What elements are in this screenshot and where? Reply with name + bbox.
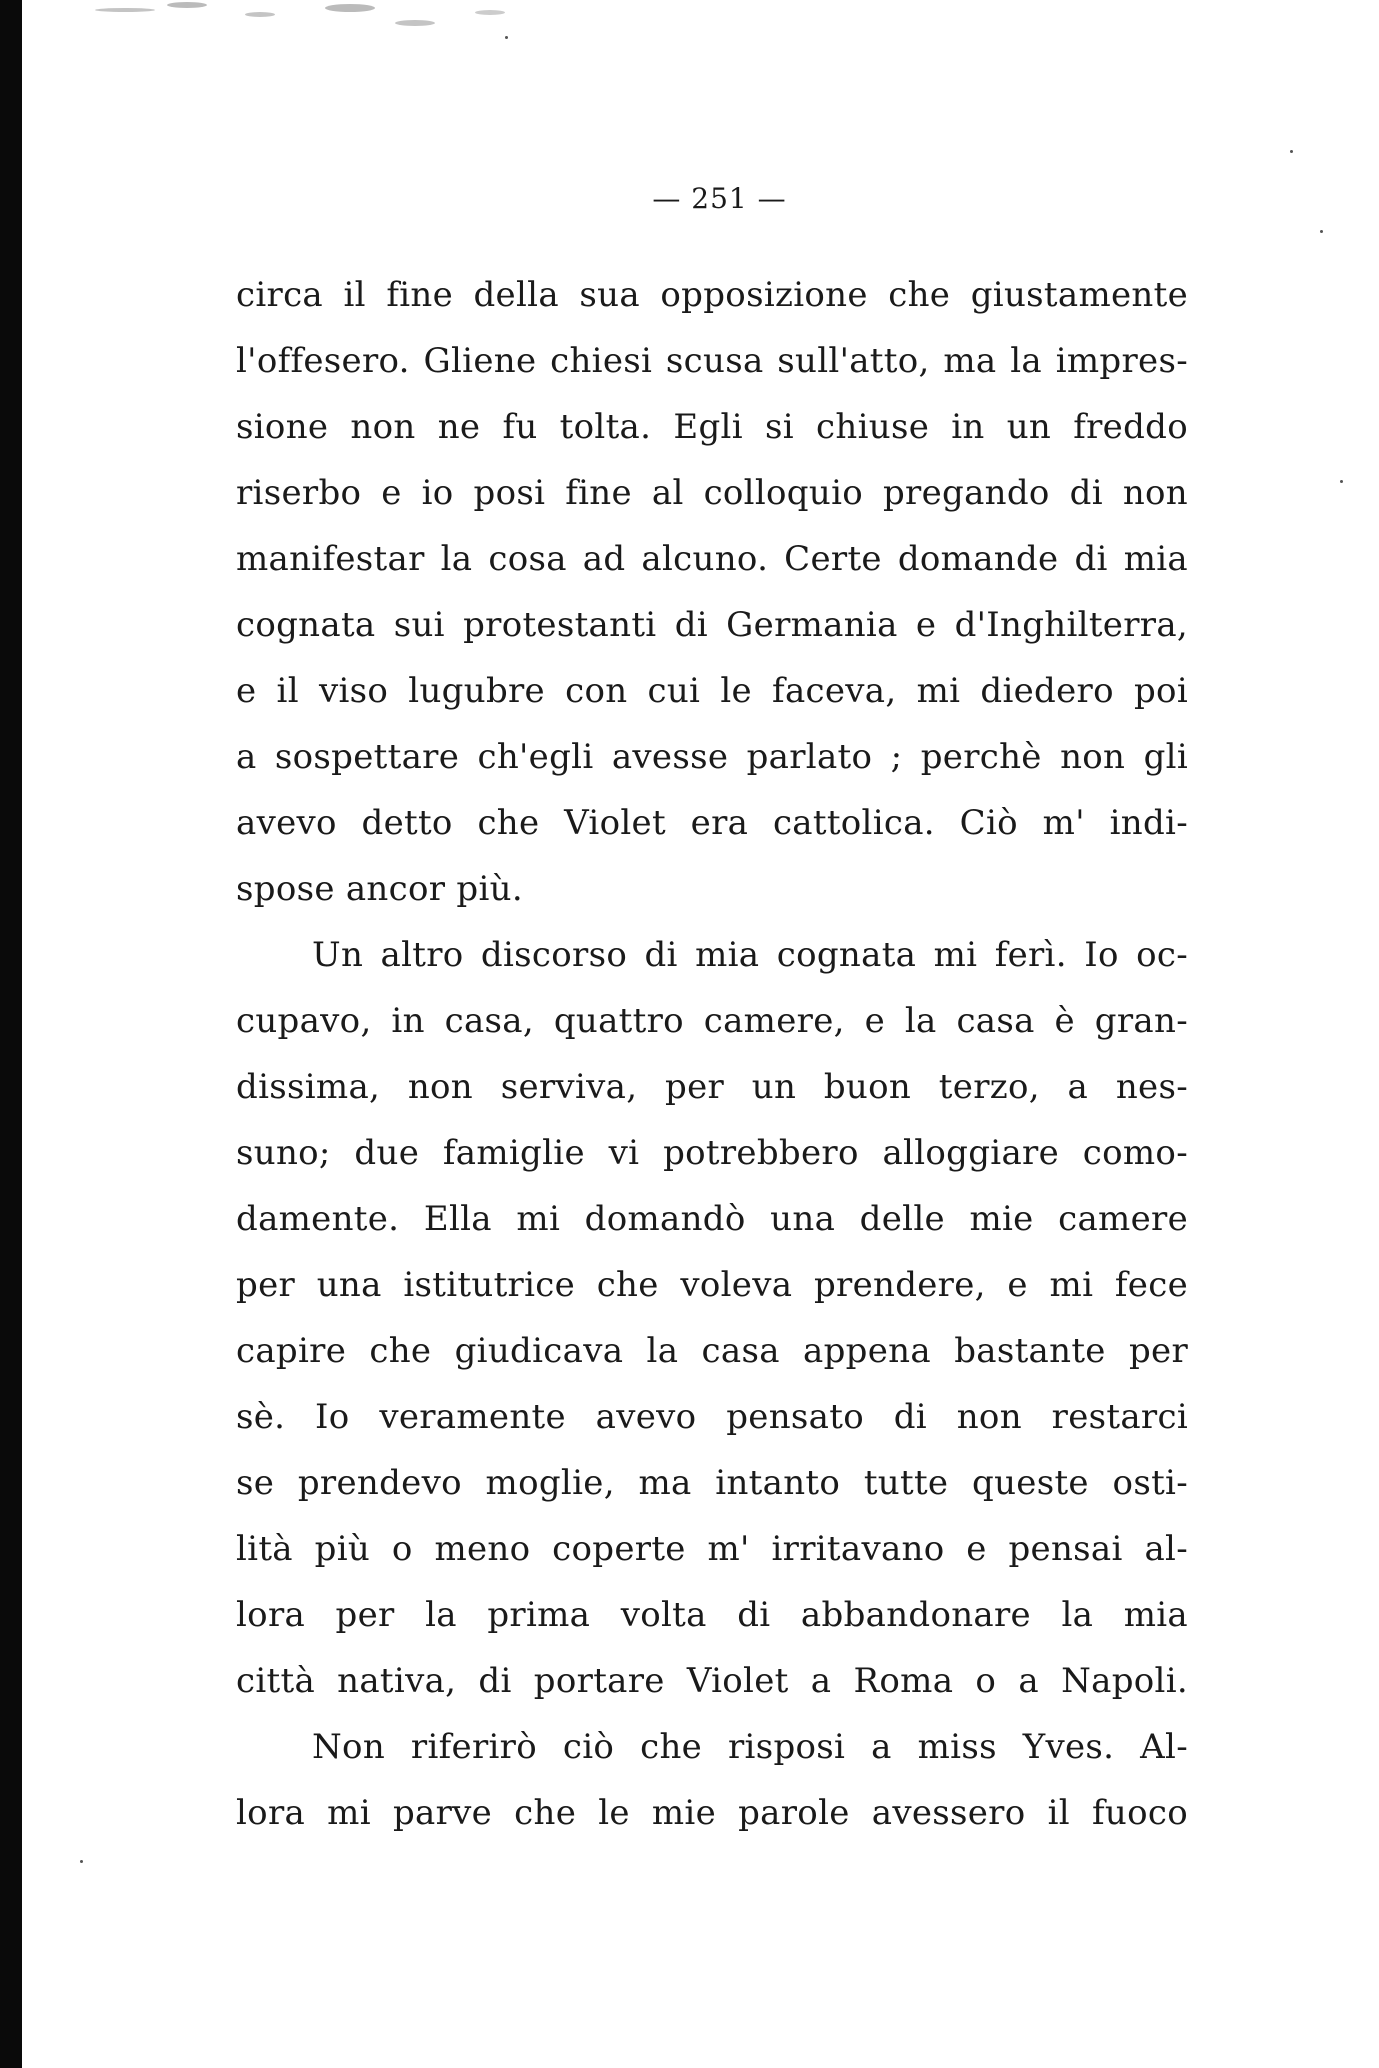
text-line: dissima, non serviva, per un buon terzo, a nes-	[236, 1067, 1188, 1107]
text-line: sè. Io veramente avevo pensato di non restarci	[236, 1397, 1188, 1437]
binding-edge	[0, 0, 22, 2068]
text-line: sione non ne fu tolta. Egli si chiuse in un freddo	[236, 407, 1188, 447]
paragraph	[236, 1714, 1188, 1846]
text-line: manifestar la cosa ad alcuno. Certe domande di mia	[236, 539, 1188, 579]
text-line: damente. Ella mi domandò una delle mie camere	[236, 1199, 1188, 1239]
speck	[1320, 230, 1323, 233]
text-line: se prendevo moglie, ma intanto tutte queste osti-	[236, 1463, 1188, 1503]
text-line: lità più o meno coperte m' irritavano e pensai al-	[236, 1529, 1188, 1569]
text-line: lora per la prima volta di abbandonare la mia	[236, 1595, 1188, 1635]
paragraph	[236, 922, 1188, 1714]
body-text	[236, 262, 1188, 1846]
text-line: per una istitutrice che voleva prendere, e mi fece	[236, 1265, 1188, 1305]
text-line: cognata sui protestanti di Germania e d'Inghilterra,	[236, 605, 1188, 645]
paragraph	[236, 262, 1188, 922]
text-line: suno; due famiglie vi potrebbero alloggiare como-	[236, 1133, 1188, 1173]
text-line: capire che giudicava la casa appena bastante per	[236, 1331, 1188, 1371]
speck	[1290, 150, 1293, 153]
text-line: città nativa, di portare Violet a Roma o a Napoli.	[236, 1661, 1188, 1701]
scan-noise	[95, 0, 525, 60]
text-line: cupavo, in casa, quattro camere, e la casa è gran-	[236, 1001, 1188, 1041]
text-line: circa il fine della sua opposizione che giustamente	[236, 275, 1188, 315]
text-line: lora mi parve che le mie parole avessero il fuoco	[236, 1793, 1188, 1833]
speck	[1340, 480, 1343, 483]
text-line: riserbo e io posi fine al colloquio pregando di non	[236, 473, 1188, 513]
page-number: — 251 —	[652, 182, 787, 215]
text-line: Non riferirò ciò che risposi a miss Yves. Al-	[312, 1727, 1188, 1767]
text-line: e il viso lugubre con cui le faceva, mi diedero poi	[236, 671, 1188, 711]
text-line: avevo detto che Violet era cattolica. Ciò m' indi-	[236, 803, 1188, 843]
text-line: Un altro discorso di mia cognata mi ferì. Io oc-	[312, 935, 1188, 975]
text-line: a sospettare ch'egli avesse parlato ; perchè non gli	[236, 737, 1188, 777]
speck	[80, 1860, 83, 1863]
text-line: l'offesero. Gliene chiesi scusa sull'atto, ma la impres-	[236, 341, 1188, 381]
text-line: spose ancor più.	[236, 869, 523, 909]
